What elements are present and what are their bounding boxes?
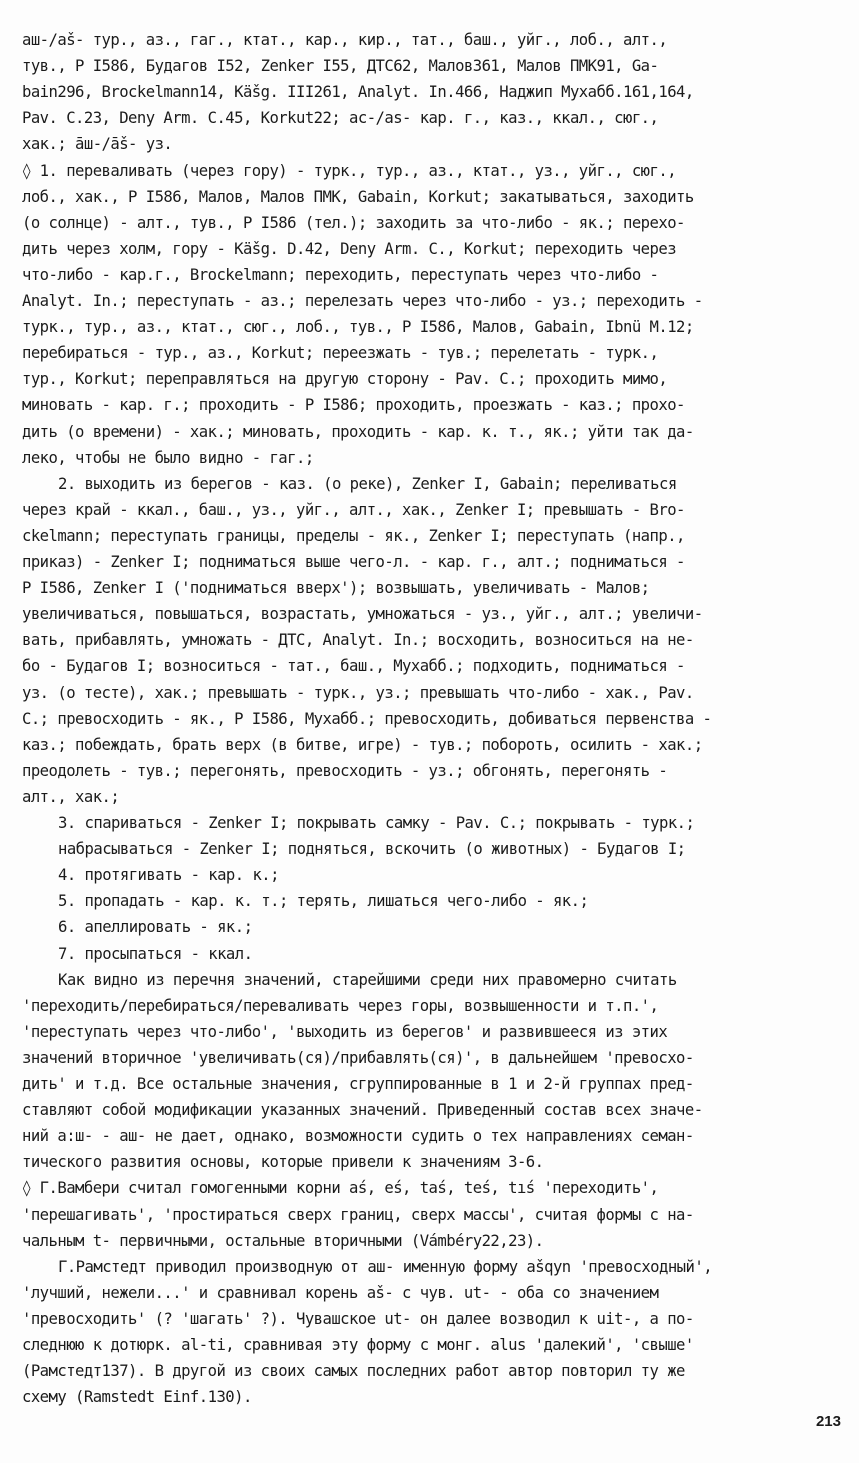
text-line: следнюю к дотюрк. al-ti, сравнивая эту форму с монг. alus 'далекий', 'свыше' [22, 1336, 694, 1354]
text-line: тур., Korkut; переправляться на другую сторону - Pav. C.; проходить мимо, [22, 370, 668, 388]
text-line: дить (о времени) - хак.; миновать, проходить - кар. к. т., як.; уйти так да- [22, 423, 694, 441]
text-line: 'переходить/перебираться/переваливать через горы, возвышенности и т.п.', [22, 997, 659, 1015]
text-line: C.; превосходить - як., Р I586, Мухабб.; превосходить, добиваться первенства - [22, 710, 712, 728]
text-line: вать, прибавлять, умножать - ДТС, Analyt. In.; восходить, возноситься на не- [22, 631, 694, 649]
text-line: схему (Ramstedt Einf.130). [22, 1388, 252, 1406]
text-line: уз. (о тесте), хак.; превышать - турк., уз.; превышать что-либо - хак., Pav. [22, 684, 694, 702]
text-line: 'лучший, нежели...' и сравнивал корень аš- с чув. ut- - оба со значением [22, 1284, 659, 1302]
text-line: тув., Р I586, Будагов I52, Zenker I55, ДТС62, Малов361, Малов ПМК91, Ga- [22, 57, 659, 75]
text-line: что-либо - кар.г., Brockelmann; переходить, переступать через что-либо - [22, 266, 659, 284]
text-line: 3. спариваться - Zenker I; покрывать самку - Pav. C.; покрывать - турк.; [58, 814, 695, 832]
text-line: аш-/аš- тур., аз., гаг., ктат., кар., кир., тат., баш., уйг., лоб., алт., [22, 31, 668, 49]
text-line: Analyt. In.; переступать - аз.; перелезать через что-либо - уз.; переходить - [22, 292, 703, 310]
text-line: дить' и т.д. Все остальные значения, сгруппированные в 1 и 2-й группах пред- [22, 1075, 694, 1093]
text-line: перебираться - тур., аз., Korkut; переезжать - тув.; перелетать - турк., [22, 344, 659, 362]
text-line: 'перешагивать', 'простираться сверх границ, сверх массы', считая формы с на- [22, 1206, 694, 1224]
text-line: приказ) - Zenker I; подниматься выше чего-л. - кар. г., алт.; подниматься - [22, 553, 685, 571]
text-line: 'переступать через что-либо', 'выходить из берегов' и развившееся из этих [22, 1023, 668, 1041]
text-line: каз.; побеждать, брать верх (в битве, игре) - тув.; побороть, осилить - хак.; [22, 736, 703, 754]
text-line: Как видно из перечня значений, старейшими среди них правомерно считать [58, 971, 677, 989]
text-line: значений вторичное 'увеличивать(ся)/прибавлять(ся)', в дальнейшем 'превосхо- [22, 1049, 694, 1067]
text-line: 5. пропадать - кар. к. т.; терять, лишаться чего-либо - як.; [58, 892, 589, 910]
text-line: 2. выходить из берегов - каз. (о реке), Zenker I, Gabain; переливаться [58, 475, 677, 493]
text-line: bain296, Brockelmann14, Käšg. III261, Analyt. In.466, Наджип Мухабб.161,164, [22, 83, 694, 101]
text-line: преодолеть - тув.; перегонять, превосходить - уз.; обгонять, перегонять - [22, 762, 668, 780]
text-line: набрасываться - Zenker I; подняться, вскочить (о животных) - Будагов I; [58, 840, 686, 858]
text-line: бо - Будагов I; возноситься - тат., баш., Мухабб.; подходить, подниматься - [22, 657, 685, 675]
text-line: лоб., хак., Р I586, Малов, Малов ПМК, Gabain, Korkut; закатываться, заходить [22, 188, 694, 206]
text-line: (о солнце) - алт., тув., Р I586 (тел.); заходить за что-либо - як.; перехо- [22, 214, 685, 232]
text-line: (Рамстедт137). В другой из своих самых последних работ автор повторил ту же [22, 1362, 685, 1380]
text-line: Pav. C.23, Deny Arm. C.45, Korkut22; ас-/as- кар. г., каз., ккал., сюг., [22, 109, 659, 127]
text-line: леко, чтобы не было видно - гаг.; [22, 449, 314, 467]
text-line: ний а:ш- - аш- не дает, однако, возможности судить о тех направлениях семан- [22, 1127, 694, 1145]
text-line: турк., тур., аз., ктат., сюг., лоб., тув., Р I586, Малов, Gabain, Ibnü M.12; [22, 318, 694, 336]
text-line: тического развития основы, которые привели к значениям 3-6. [22, 1153, 544, 1171]
text-line: дить через холм, гору - Käšg. D.42, Deny Arm. C., Korkut; переходить через [22, 240, 677, 258]
text-line: ставляют собой модификации указанных значений. Приведенный состав всех значе- [22, 1101, 703, 1119]
text-line: ◊ Г.Вамбери считал гомогенными корни aś, eś, taś, teś, tıś 'переходить', [22, 1179, 659, 1197]
text-line: хак.; āш-/āš- уз. [22, 135, 173, 153]
text-line: через край - ккал., баш., уз., уйг., алт., хак., Zenker I; превышать - Bro- [22, 501, 685, 519]
text-line: 4. протягивать - кар. к.; [58, 866, 279, 884]
text-line: 'превосходить' (? 'шагать' ?). Чувашское ut- он далее возводил к uit-, а по- [22, 1310, 694, 1328]
text-line: миновать - кар. г.; проходить - Р I586; проходить, проезжать - каз.; прохо- [22, 396, 685, 414]
text-line: 6. апеллировать - як.; [58, 918, 253, 936]
text-line: 7. просыпаться - ккал. [58, 945, 253, 963]
text-line: чальным t- первичными, остальные вторичными (Vámbéry22,23). [22, 1232, 544, 1250]
page-number: 213 [815, 1413, 841, 1430]
text-line: ◊ 1. переваливать (через гору) - турк., тур., аз., ктат., уз., уйг., сюг., [22, 162, 677, 180]
text-line: ckelmann; переступать границы, пределы - як., Zenker I; переступать (напр., [22, 527, 685, 545]
text-line: увеличиваться, повышаться, возрастать, умножаться - уз., уйг., алт.; увеличи- [22, 605, 703, 623]
text-line: алт., хак.; [22, 788, 120, 806]
text-line: Р I586, Zenker I ('подниматься вверх'); возвышать, увеличивать - Малов; [22, 579, 650, 597]
text-line: Г.Рамстедт приводил производную от аш- именную форму ašqyn 'превосходный', [58, 1258, 713, 1276]
